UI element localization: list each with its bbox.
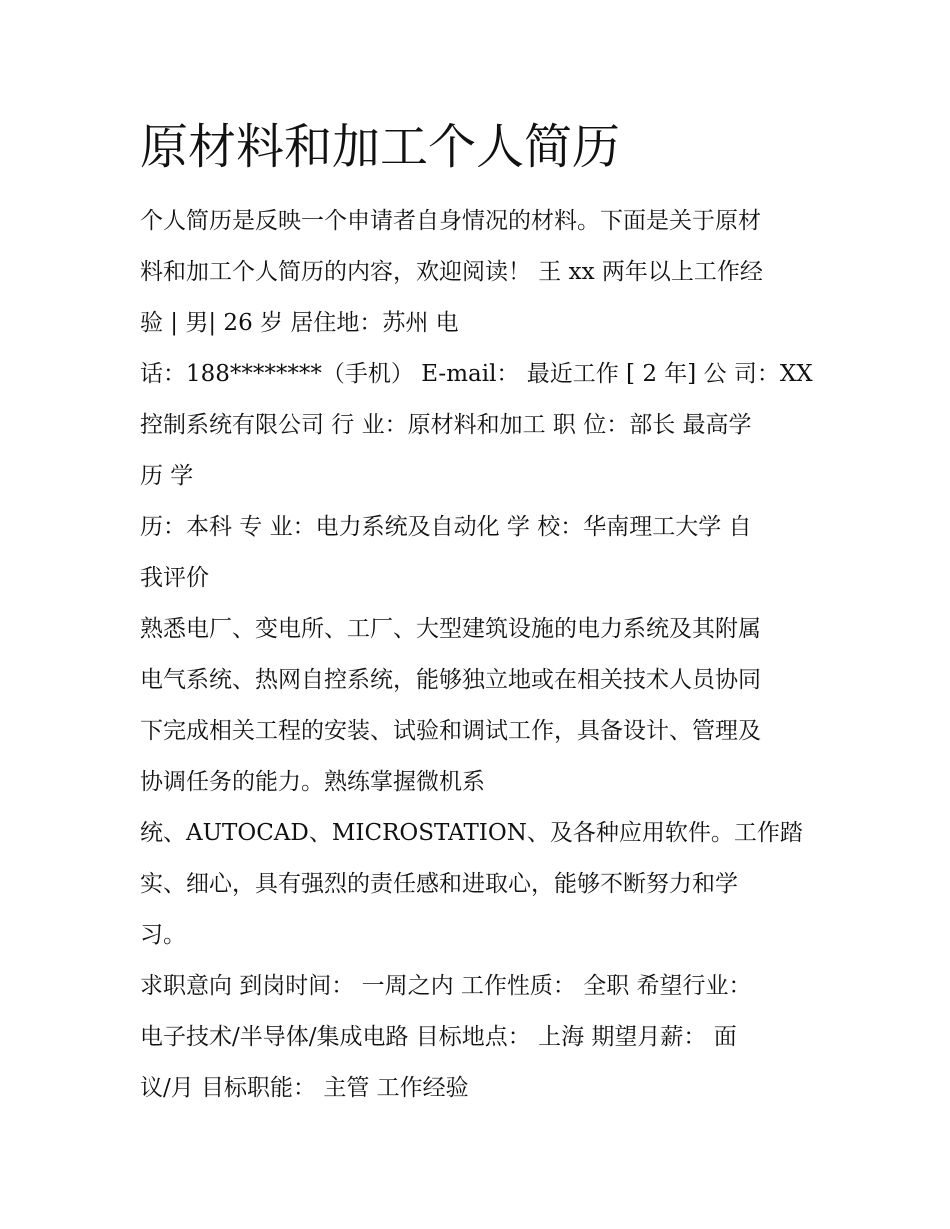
body-line: 习。 xyxy=(140,922,186,948)
body-line: 议/月 目标职能： 主管 工作经验 xyxy=(140,1075,469,1101)
body-line: 料和加工个人简历的内容，欢迎阅读！ 王 xx 两年以上工作经 xyxy=(140,259,763,285)
document-title: 原材料和加工个人简历 xyxy=(140,119,621,175)
body-line: 历 学 xyxy=(140,463,194,489)
body-line: 个人简历是反映一个申请者自身情况的材料。下面是关于原材 xyxy=(140,208,761,234)
body-line: 统、AUTOCAD、MICROSTATION、及各种应用软件。工作踏 xyxy=(140,820,803,846)
body-line: 协调任务的能力。熟练掌握微机系 xyxy=(140,769,485,795)
body-line: 历：本科 专 业：电力系统及自动化 学 校：华南理工大学 自 xyxy=(140,514,752,540)
body-line: 验 | 男| 26 岁 居住地：苏州 电 xyxy=(140,310,459,336)
body-line: 电子技术/半导体/集成电路 目标地点： 上海 期望月薪： 面 xyxy=(140,1024,737,1050)
body-line: 下完成相关工程的安装、试验和调试工作，具备设计、管理及 xyxy=(140,718,761,744)
body-line: 熟悉电厂、变电所、工厂、大型建筑设施的电力系统及其附属 xyxy=(140,616,761,642)
body-line: 求职意向 到岗时间： 一周之内 工作性质： 全职 希望行业： xyxy=(140,973,752,999)
document-body xyxy=(140,196,830,1114)
body-line: 我评价 xyxy=(140,565,209,591)
body-line: 实、细心，具有强烈的责任感和进取心，能够不断努力和学 xyxy=(140,871,738,897)
body-line: 控制系统有限公司 行 业：原材料和加工 职 位：部长 最高学 xyxy=(140,412,752,438)
body-line: 话：188********（手机） E-mail： 最近工作 [ 2 年] 公 司：XX xyxy=(140,361,813,387)
body-line: 电气系统、热网自控系统，能够独立地或在相关技术人员协同 xyxy=(140,667,761,693)
